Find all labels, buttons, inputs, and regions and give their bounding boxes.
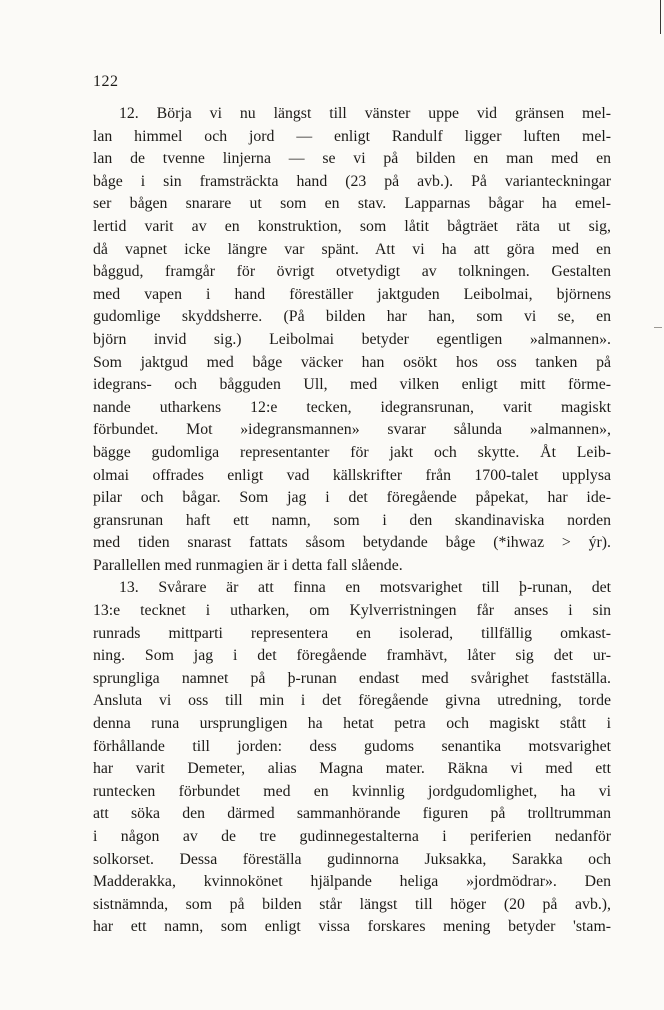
text-line: förhållande till jorden: dess gudoms senantika motsvarighet [93, 737, 611, 755]
text-line: lan de tvenne linjerna — se vi på bilden en man med en [93, 150, 611, 168]
text-line: 12. Börja vi nu längst till vänster uppe vid gränsen mel- [119, 105, 611, 122]
text-line: Som jaktgud med båge väcker han osökt hos oss tanken på [93, 353, 611, 371]
text-line: Parallellen med runmagien är i detta fall slående. [93, 556, 403, 574]
text-line: med tiden snarast fattats såsom betydande båge (*ihwaz > ýr). [93, 534, 611, 552]
text-line: Ansluta vi oss till min i det föregående givna utredning, torde [93, 692, 611, 710]
text-line: lertid varit av en konstruktion, som låtit bågträet räta ut sig, [93, 217, 611, 235]
text-line: 13. Svårare är att finna en motsvarighet till þ-runan, det [119, 579, 611, 597]
text-line: ning. Som jag i det föregående framhävt, låter sig det ur- [93, 647, 611, 665]
text-line: förbundet. Mot »idegransmannen» svarar sålunda »almannen», [93, 421, 611, 439]
scan-edge-mark [660, 0, 661, 34]
text-line: runrads mittparti representera en isolerad, tillfällig omkast- [93, 624, 611, 642]
text-line: gransrunan haft ett namn, som i den skandinaviska norden [93, 511, 611, 529]
text-line: Madderakka, kvinnokönet hjälpande heliga »jordmödrar». Den [93, 873, 611, 891]
text-line: sistnämnda, som på bilden står längst till höger (20 på avb.), [93, 895, 611, 913]
text-line: denna runa ursprungligen ha hetat petra och magiskt stått i [93, 715, 611, 733]
text-line: solkorset. Dessa föreställa gudinnorna Juksakka, Sarakka och [93, 850, 611, 868]
text-line: nande utharkens 12:e tecken, idegransrunan, varit magiskt [93, 398, 611, 416]
text-line: pilar och bågar. Som jag i det föregående påpekat, har ide- [93, 489, 611, 507]
text-line: idegrans- och bågguden Ull, med vilken enligt mitt förme- [93, 376, 611, 394]
text-line: olmai offrades enligt vad källskrifter från 1700-talet upplysa [93, 466, 611, 484]
text-line: i någon av de tre gudinnegestalterna i periferien nedanför [93, 828, 611, 845]
text-line: har varit Demeter, alias Magna mater. Räkna vi med ett [93, 760, 611, 778]
text-line: lan himmel och jord — enligt Randulf ligger luften mel- [93, 127, 611, 145]
text-line: båge i sin framsträckta hand (23 på avb.). På varianteckningar [93, 172, 611, 190]
text-line: ser bågen snarare ut som en stav. Lapparnas bågar ha emel- [93, 195, 611, 213]
body-text [93, 103, 611, 939]
text-line: båggud, framgår för övrigt otvetydigt av tolkningen. Gestalten [93, 263, 611, 281]
text-line: har ett namn, som enligt vissa forskares mening betyder 'stam- [93, 918, 611, 936]
text-line: bägge gudomliga representanter för jakt och skytte. Åt Leib- [93, 443, 611, 461]
text-line: 13:e tecknet i utharken, om Kylverristningen får anses i sin [93, 602, 611, 620]
page-number: 122 [93, 73, 119, 90]
text-line: gudomlige skyddsherre. (På bilden har han, som vi se, en [93, 308, 611, 326]
text-line: runtecken förbundet med en kvinnlig jordgudomlighet, ha vi [93, 782, 611, 800]
text-line: då vapnet icke längre var spänt. Att vi ha att göra med en [93, 240, 611, 258]
text-line: björn invid sig.) Leibolmai betyder egentligen »almannen». [93, 330, 611, 348]
text-line: sprungliga namnet på þ-runan endast med svårighet fastställa. [93, 669, 611, 687]
text-line: att söka den därmed sammanhörande figuren på trolltrumman [93, 805, 611, 823]
text-line: med vapen i hand föreställer jaktguden Leibolmai, björnens [93, 285, 611, 303]
scan-edge-dash [654, 327, 662, 328]
